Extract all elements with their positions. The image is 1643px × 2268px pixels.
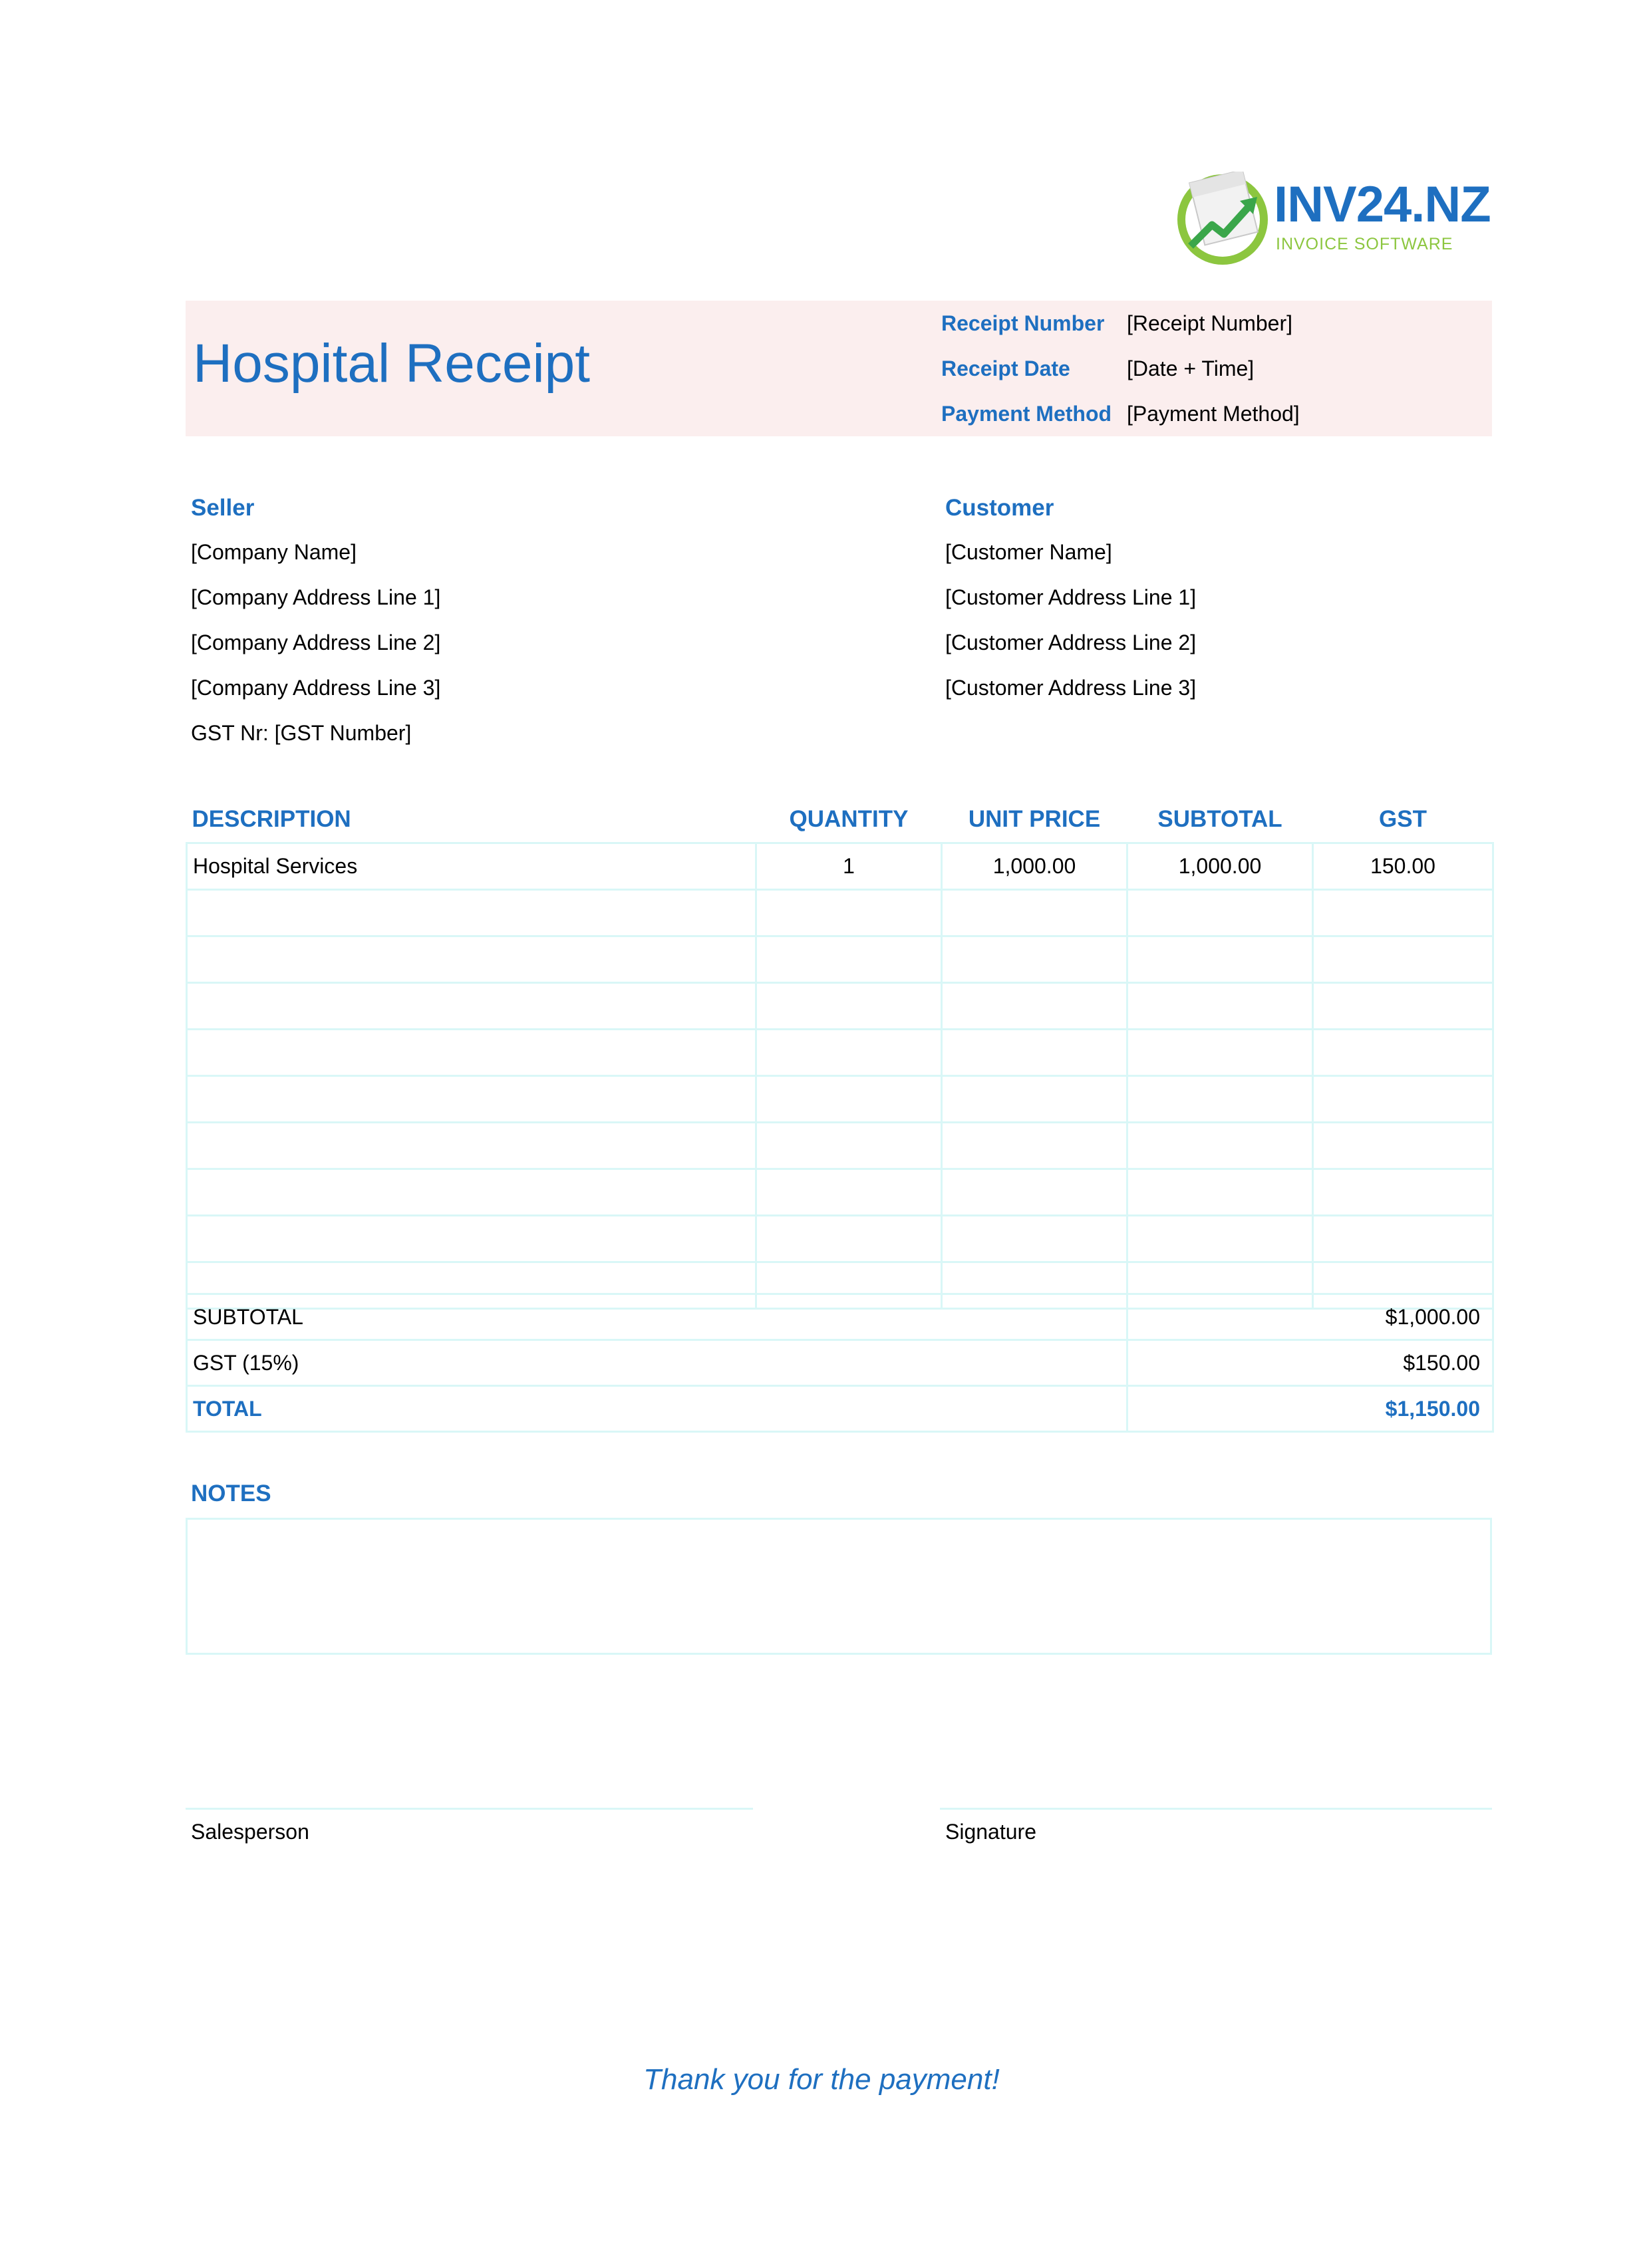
table-row [187, 1216, 1493, 1262]
item-unit-price: 1,000.00 [942, 843, 1127, 890]
item-unit-price [942, 1030, 1127, 1076]
table-row [187, 890, 1493, 936]
seller-company-name: [Company Name] [191, 540, 357, 564]
item-unit-price [942, 1123, 1127, 1169]
customer-name: [Customer Name] [945, 540, 1112, 564]
item-subtotal [1127, 1076, 1313, 1123]
item-subtotal [1127, 1030, 1313, 1076]
totals-table [186, 1293, 1494, 1433]
item-unit-price [942, 1076, 1127, 1123]
notes-heading: NOTES [191, 1481, 271, 1506]
receipt-number-value: [Receipt Number] [1127, 311, 1292, 335]
logo-tagline: INVOICE SOFTWARE [1276, 235, 1453, 253]
item-quantity [756, 1030, 942, 1076]
signature-line [940, 1808, 1492, 1810]
item-description [187, 1076, 756, 1123]
subtotal-value: $1,000.00 [1127, 1294, 1493, 1340]
item-description [187, 1030, 756, 1076]
gst-label: GST (15%) [187, 1340, 1127, 1386]
item-description [187, 890, 756, 936]
total-value: $1,150.00 [1127, 1386, 1493, 1432]
signature-label: Signature [945, 1820, 1036, 1844]
item-unit-price [942, 936, 1127, 983]
item-gst [1313, 983, 1493, 1030]
notes-box [186, 1518, 1492, 1655]
item-gst [1313, 936, 1493, 983]
table-row [187, 983, 1493, 1030]
seller-address-line-1: [Company Address Line 1] [191, 585, 441, 609]
payment-method-label: Payment Method [941, 402, 1112, 426]
table-row [187, 843, 1493, 890]
items-header-row [187, 797, 1493, 843]
gst-value: $150.00 [1127, 1340, 1493, 1386]
subtotal-row [187, 1294, 1493, 1340]
receipt-date-value: [Date + Time] [1127, 356, 1255, 380]
item-gst [1313, 1169, 1493, 1216]
items-table [186, 797, 1494, 1310]
item-description [187, 936, 756, 983]
item-subtotal [1127, 1169, 1313, 1216]
customer-address-line-3: [Customer Address Line 3] [945, 676, 1197, 700]
item-quantity [756, 1076, 942, 1123]
item-subtotal [1127, 890, 1313, 936]
item-quantity [756, 1123, 942, 1169]
item-description [187, 1169, 756, 1216]
receipt-number-label: Receipt Number [941, 311, 1105, 335]
table-row [187, 1169, 1493, 1216]
item-subtotal [1127, 1216, 1313, 1262]
column-header-description: DESCRIPTION [192, 806, 351, 832]
item-quantity [756, 1169, 942, 1216]
item-quantity [756, 983, 942, 1030]
item-quantity [756, 890, 942, 936]
table-row [187, 1076, 1493, 1123]
item-unit-price [942, 1216, 1127, 1262]
item-subtotal [1127, 936, 1313, 983]
item-unit-price [942, 983, 1127, 1030]
column-header-subtotal: SUBTOTAL [1157, 806, 1282, 832]
item-gst [1313, 1076, 1493, 1123]
payment-method-value: [Payment Method] [1127, 402, 1300, 426]
table-row [187, 936, 1493, 983]
item-description [187, 1216, 756, 1262]
column-header-quantity: QUANTITY [789, 806, 909, 832]
item-gst [1313, 1030, 1493, 1076]
item-quantity [756, 936, 942, 983]
item-quantity: 1 [756, 843, 942, 890]
item-gst [1313, 1123, 1493, 1169]
table-row [187, 1123, 1493, 1169]
item-unit-price [942, 890, 1127, 936]
item-subtotal [1127, 983, 1313, 1030]
salesperson-signature-line [186, 1808, 753, 1810]
total-row [187, 1386, 1493, 1432]
gst-row [187, 1340, 1493, 1386]
logo-brand-text: INV24.NZ [1274, 176, 1491, 233]
customer-heading: Customer [945, 495, 1054, 521]
seller-heading: Seller [191, 495, 255, 521]
item-gst: 150.00 [1313, 843, 1493, 890]
item-description: Hospital Services [187, 843, 756, 890]
item-quantity [756, 1216, 942, 1262]
seller-gst-number: GST Nr: [GST Number] [191, 721, 412, 745]
item-subtotal [1127, 1123, 1313, 1169]
table-row [187, 1030, 1493, 1076]
customer-address-line-1: [Customer Address Line 1] [945, 585, 1197, 609]
thank-you-message: Thank you for the payment! [643, 2063, 1000, 2096]
seller-address-line-3: [Company Address Line 3] [191, 676, 441, 700]
item-unit-price [942, 1169, 1127, 1216]
customer-address-line-2: [Customer Address Line 2] [945, 631, 1197, 654]
column-header-gst: GST [1379, 806, 1427, 832]
item-subtotal: 1,000.00 [1127, 843, 1313, 890]
salesperson-label: Salesperson [191, 1820, 309, 1844]
page-title: Hospital Receipt [193, 333, 591, 394]
item-description [187, 983, 756, 1030]
item-gst [1313, 890, 1493, 936]
item-description [187, 1123, 756, 1169]
total-label: TOTAL [187, 1386, 1127, 1432]
subtotal-label: SUBTOTAL [187, 1294, 1127, 1340]
item-gst [1313, 1216, 1493, 1262]
receipt-date-label: Receipt Date [941, 356, 1070, 380]
seller-address-line-2: [Company Address Line 2] [191, 631, 441, 654]
column-header-unit-price: UNIT PRICE [968, 806, 1101, 832]
